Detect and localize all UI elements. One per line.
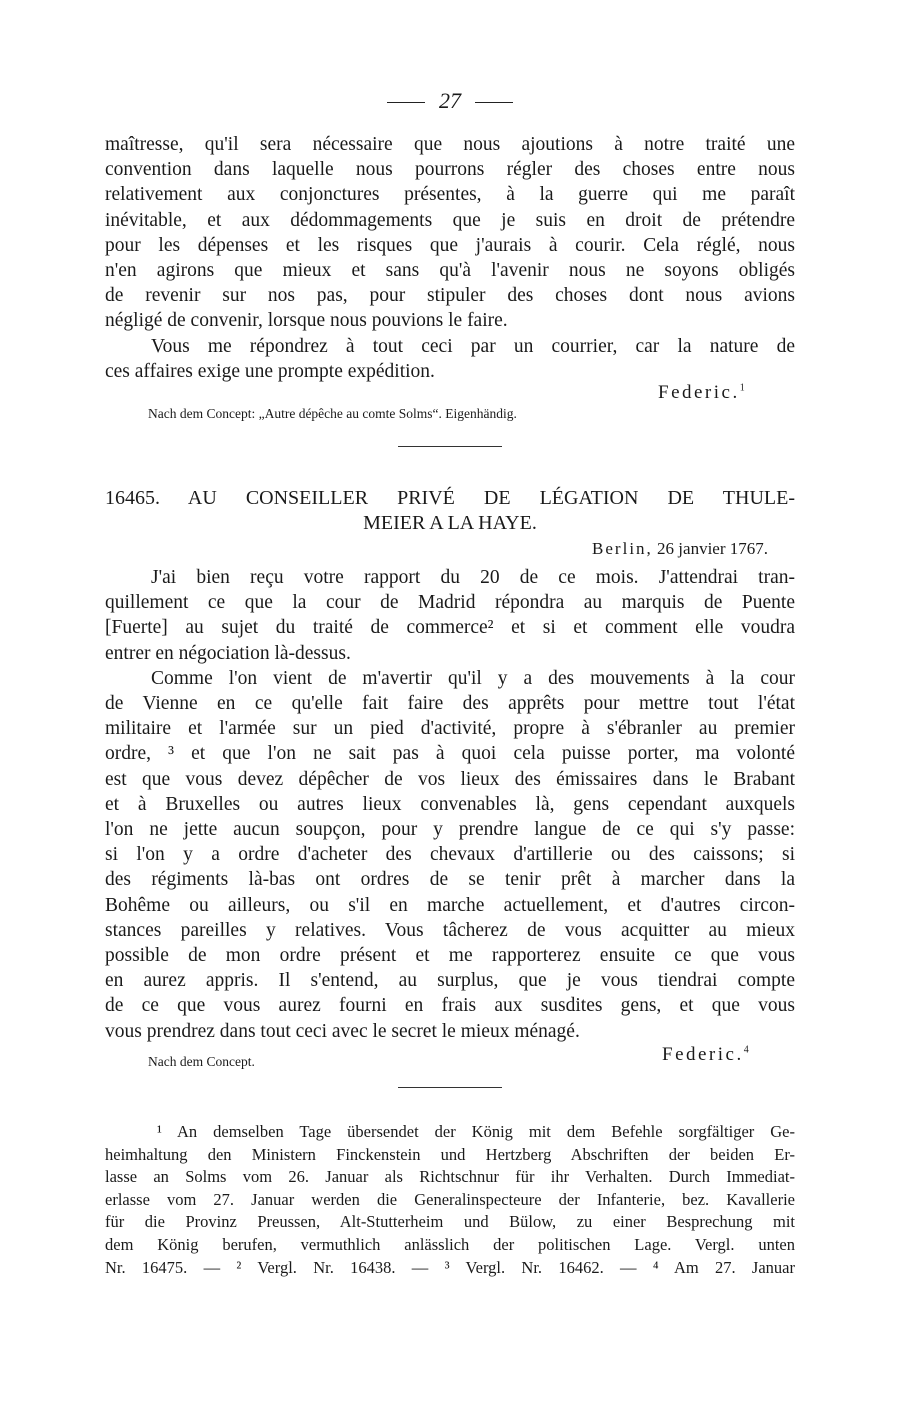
text-line: militaire et l'armée sur un pied d'activité, propre à s'ébranler au premier xyxy=(105,718,795,740)
heading-line-1 xyxy=(105,486,795,511)
footnote-line: heimhaltung den Ministern Finckenstein und Hertzberg Abschriften der beiden Er- xyxy=(105,1144,795,1164)
text-line: relativement aux conjonctures présentes, à la guerre qui me paraît xyxy=(105,184,795,206)
text-line: est que vous devez dépêcher de vos lieux des émissaires dans le Brabant xyxy=(105,768,795,790)
text-line: de revenir sur nos pas, pour stipuler des choses dont nous avions xyxy=(105,285,795,307)
text-line: vous prendrez dans tout ceci avec le secret le mieux ménagé. xyxy=(105,1020,580,1042)
text-line: de ce que vous aurez fourni en frais aux susdites gens, et que vous xyxy=(105,995,795,1017)
page-number xyxy=(0,88,900,114)
text-line: pour les dépenses et les risques que j'aurais à courir. Cela réglé, nous xyxy=(105,234,795,256)
section-divider xyxy=(398,446,502,447)
footnote-line: für die Provinz Preussen, Alt-Stutterheim und Bülow, zu einer Besprechung mit xyxy=(105,1212,795,1232)
page-number-value: 27 xyxy=(439,88,461,113)
text-line: en aurez appris. Il s'entend, au surplus, que je vous tiendrai compte xyxy=(105,970,795,992)
footnote-marker: 4 xyxy=(743,1044,749,1056)
text-line: quillement ce que la cour de Madrid répondra au marquis de Puente xyxy=(105,592,795,614)
footnote-marker: 1 xyxy=(739,382,745,394)
dateline-place: Berlin, xyxy=(592,539,653,558)
footnotes xyxy=(105,1121,795,1279)
source-note: Nach dem Concept: „Autre dépêche au comte Solms“. Eigenhändig. xyxy=(148,406,517,421)
signature-federic xyxy=(662,1044,749,1066)
letter-number: 16465. xyxy=(105,487,160,509)
text-line: [Fuerte] au sujet du traité de commerce² et si et comment elle voudra xyxy=(105,617,795,639)
text-line: de Vienne en ce qu'elle fait faire des apprêts pour mettre tout l'état xyxy=(105,693,795,715)
text-line: J'ai bien reçu votre rapport du 20 de ce mois. J'attendrai tran- xyxy=(151,567,795,588)
text-line: ordre, ³ et que l'on ne sait pas à quoi cela puisse porter, ma volonté xyxy=(105,743,795,765)
text-line: négligé de convenir, lorsque nous pouvions le faire. xyxy=(105,310,508,332)
text-line: Comme l'on vient de m'avertir qu'il y a des mouvements à la cour xyxy=(151,667,795,689)
heading-line-2: MEIER A LA HAYE. xyxy=(363,512,537,534)
footnote-line: Nr. 16475. — ² Vergl. Nr. 16438. — ³ Vergl. Nr. 16462. — ⁴ Am 27. Januar xyxy=(105,1257,795,1277)
source-note: Nach dem Concept. xyxy=(148,1054,255,1069)
text-line: stances pareilles y relatives. Vous tâcherez de vous acquitter au mieux xyxy=(105,919,795,941)
signature-text: Federic. xyxy=(658,382,740,403)
text-line: si l'on y a ordre d'acheter des chevaux d'artillerie ou des caissons; si xyxy=(105,844,795,866)
signature-text: Federic. xyxy=(662,1044,744,1065)
text-line: n'en agirons que mieux et sans qu'à l'avenir nous ne soyons obligés xyxy=(105,260,795,282)
letter-body xyxy=(105,565,795,1044)
footnote-line: ¹ An demselben Tage übersendet der König mit dem Befehle sorgfältiger Ge- xyxy=(157,1122,795,1141)
text-line: entrer en négociation là-dessus. xyxy=(105,642,351,664)
text-line: ces affaires exige une prompte expédition. xyxy=(105,360,435,382)
footnote-line: lasse an Solms vom 26. Januar als Richtschnur für ihr Verhalten. Durch Immediat- xyxy=(105,1167,795,1187)
text-line: l'on ne jette aucun soupçon, pour y prendre langue de ce qui s'y passe: xyxy=(105,819,795,841)
text-line: inévitable, et aux dédommagements que je suis en droit de prétendre xyxy=(105,209,795,231)
footnote-line: dem König berufen, vermuthlich anlässlich der politischen Lage. Vergl. unten xyxy=(105,1234,795,1254)
section-divider xyxy=(398,1087,502,1088)
letter-heading xyxy=(105,486,795,536)
text-line: Vous me répondrez à tout ceci par un courrier, car la nature de xyxy=(151,335,795,357)
dateline xyxy=(592,539,768,559)
text-line: maîtresse, qu'il sera nécessaire que nous ajoutions à notre traité une xyxy=(105,134,795,155)
text-line: convention dans laquelle nous pourrons régler des choses entre nous xyxy=(105,159,795,181)
signature-federic xyxy=(658,382,745,404)
text-line: et à Bruxelles ou autres lieux convenables là, gens cependant auxquels xyxy=(105,793,795,815)
footnote-line: erlasse vom 27. Januar werden die Generalinspecteure der Infanterie, bez. Kavallerie xyxy=(105,1189,795,1209)
letter-continuation xyxy=(105,132,795,384)
dateline-date: 26 janvier 1767. xyxy=(657,539,768,558)
heading-title: AU CONSEILLER PRIVÉ DE LÉGATION DE THULE- xyxy=(187,487,795,509)
text-line: Bohême ou ailleurs, ou s'il en marche actuellement, et d'autres circon- xyxy=(105,894,795,916)
text-line: possible de mon ordre présent et me rapporterez ensuite ce que vous xyxy=(105,945,795,967)
page-number-dash-left xyxy=(387,102,425,103)
text-line: des régiments là-bas ont ordres de se tenir prêt à marcher dans la xyxy=(105,869,795,891)
page-number-dash-right xyxy=(475,102,513,103)
